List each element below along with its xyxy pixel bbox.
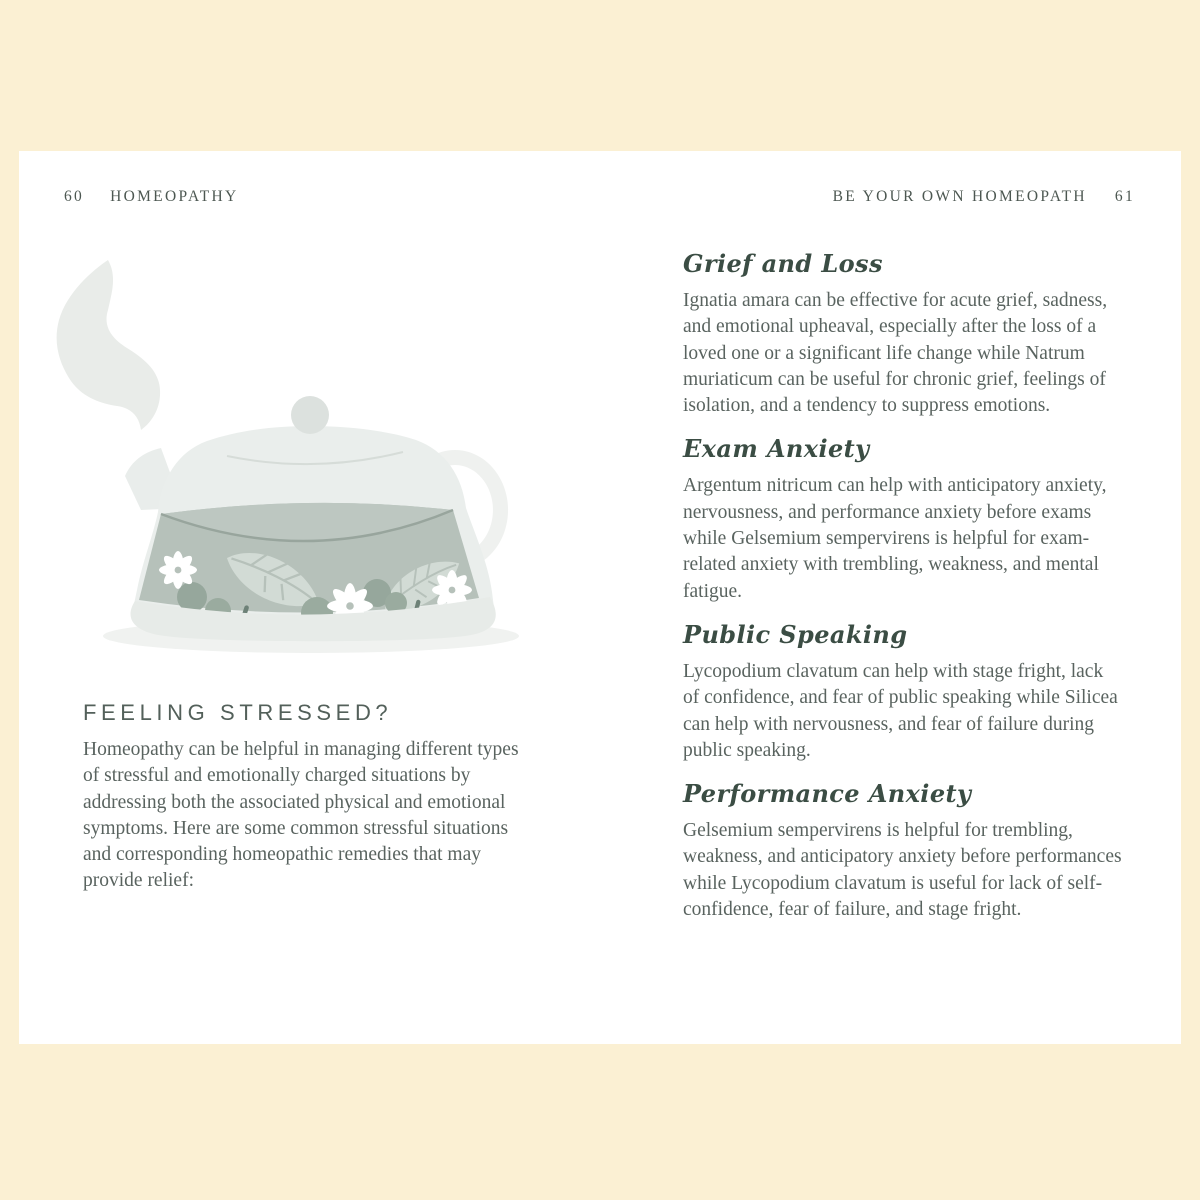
section-grief-and-loss xyxy=(683,248,1123,419)
stressed-paragraph: Homeopathy can be helpful in managing different types of stressful and emotionally charged situations by addressing both the associated physical and emotional symptoms. Here are some common stressful situations and corresponding homeopathic remedies that may provide relief: xyxy=(83,739,519,892)
section-heading: Performance Anxiety xyxy=(683,779,972,809)
running-head-right: BE YOUR OWN HOMEOPATH xyxy=(832,188,1087,205)
section-public-speaking xyxy=(683,619,1123,764)
right-page-content xyxy=(683,248,1123,937)
stressed-heading: FEELING STRESSED? xyxy=(83,700,393,725)
steam-icon xyxy=(57,260,160,430)
section-body: Argentum nitricum can help with anticipatory anxiety, nervousness, and performance anxiety before exams while Gelsemium sempervirens is helpful for exam-related anxiety with trembling, weakness, and mental fatigue. xyxy=(683,475,1107,602)
left-page-content xyxy=(83,700,531,895)
teapot-illustration xyxy=(55,240,555,660)
page-number-right: 61 xyxy=(1114,188,1135,205)
section-exam-anxiety xyxy=(683,433,1123,604)
left-page-header xyxy=(64,188,238,206)
running-head-left: HOMEOPATHY xyxy=(110,188,239,205)
right-page-header xyxy=(833,188,1135,206)
section-heading: Exam Anxiety xyxy=(683,434,870,464)
section-heading: Public Speaking xyxy=(683,619,908,649)
section-body: Ignatia amara can be effective for acute grief, sadness, and emotional upheaval, especially after the loss of a loved one or a significant life change while Natrum muriaticum can be useful for chronic grief, feelings of isolation, and a tendency to suppress emotions. xyxy=(683,290,1108,417)
daisy-icon xyxy=(159,551,197,589)
page-number-left: 60 xyxy=(64,188,85,205)
lid-knob xyxy=(291,396,329,434)
section-body: Lycopodium clavatum can help with stage fright, lack of confidence, and fear of public speaking while Silicea can help with nervousness, and fear of failure during public speaking. xyxy=(683,660,1118,761)
section-heading: Grief and Loss xyxy=(683,249,883,278)
section-performance-anxiety xyxy=(683,778,1123,923)
open-book-pages xyxy=(19,151,1181,1044)
section-body: Gelsemium sempervirens is helpful for trembling, weakness, and anticipatory anxiety before performances while Lycopodium clavatum is useful for lack of self-confidence, fear of failure, and stage fright. xyxy=(683,820,1122,921)
